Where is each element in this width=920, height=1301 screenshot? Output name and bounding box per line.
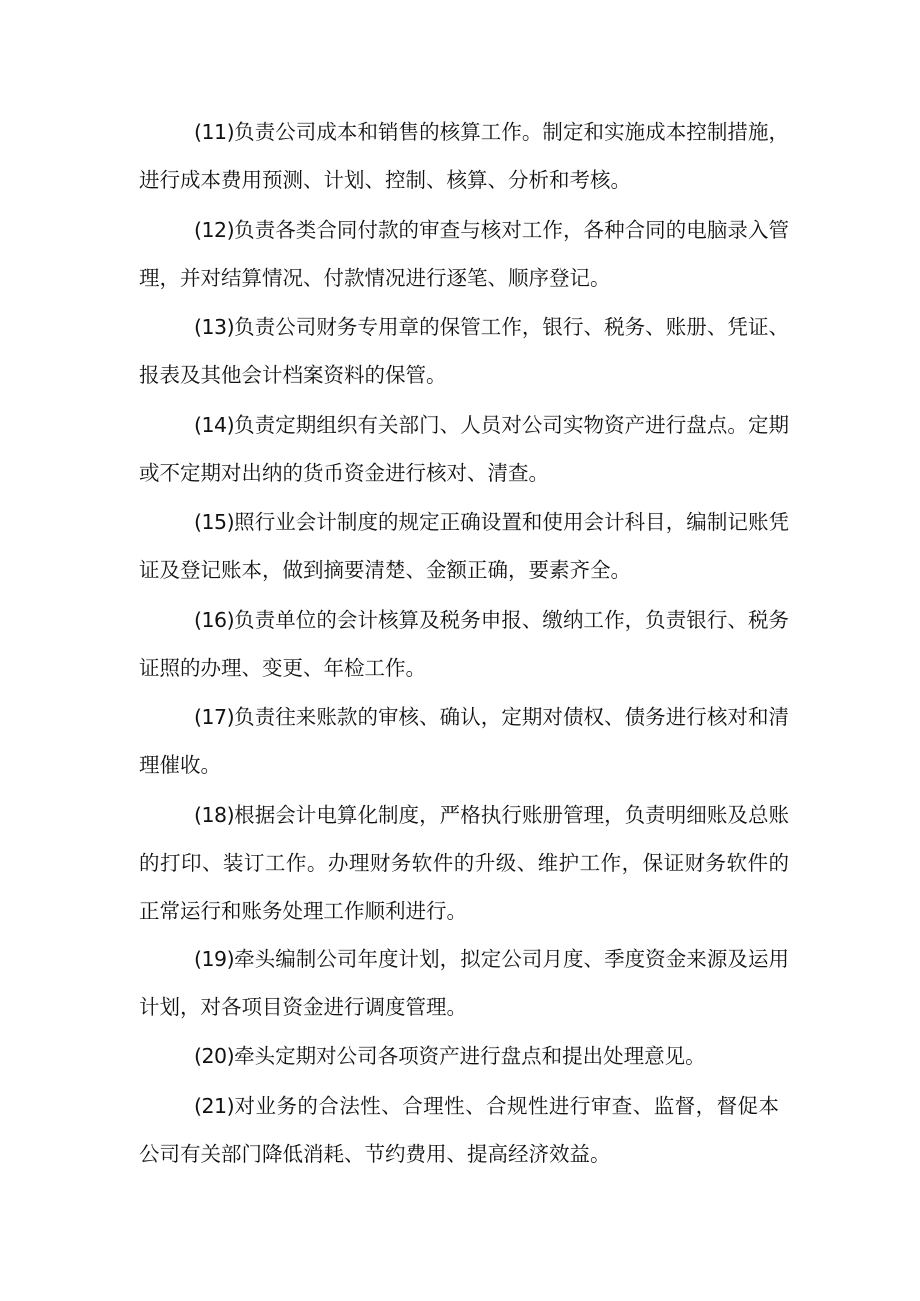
paragraph-item-20 (139, 1032, 789, 1080)
item-number: (11) (194, 120, 235, 144)
item-number: (14) (194, 413, 235, 437)
paragraph-item-11 (139, 108, 789, 204)
item-text: 照行业会计制度的规定正确设置和使用会计科目，编制记账凭证及登记账本，做到摘要清楚、金额正确，要素齐全。 (139, 510, 789, 582)
paragraph-item-18 (139, 791, 789, 935)
paragraph-item-13 (139, 303, 789, 399)
item-number: (21) (194, 1094, 235, 1118)
item-text: 根据会计电算化制度，严格执行账册管理，负责明细账及总账的打印、装订工作。办理财务软件的升级、维护工作，保证财务软件的正常运行和账务处理工作顺利进行。 (139, 803, 789, 923)
item-text: 负责公司成本和销售的核算工作。制定和实施成本控制措施，进行成本费用预测、计划、控制、核算、分析和考核。 (139, 120, 789, 192)
paragraph-item-17 (139, 693, 789, 789)
item-number: (17) (194, 705, 235, 729)
item-number: (12) (194, 218, 235, 242)
item-text: 负责往来账款的审核、确认，定期对债权、债务进行核对和清理催收。 (139, 705, 789, 777)
item-text: 牵头定期对公司各项资产进行盘点和提出处理意见。 (234, 1044, 706, 1068)
paragraph-item-14 (139, 401, 789, 497)
item-text: 牵头编制公司年度计划，拟定公司月度、季度资金来源及运用计划，对各项目资金进行调度管理。 (139, 947, 789, 1019)
item-text: 负责定期组织有关部门、人员对公司实物资产进行盘点。定期或不定期对出纳的货币资金进行核对、清查。 (139, 413, 789, 485)
item-text: 对业务的合法性、合理性、合规性进行审查、监督，督促本公司有关部门降低消耗、节约费用、提高经济效益。 (139, 1094, 779, 1166)
item-number: (20) (194, 1044, 235, 1068)
paragraph-item-16 (139, 596, 789, 692)
item-number: (18) (194, 803, 235, 827)
item-text: 负责各类合同付款的审查与核对工作，各种合同的电脑录入管理，并对结算情况、付款情况进行逐笔、顺序登记。 (139, 218, 789, 290)
paragraph-item-21 (139, 1082, 779, 1178)
paragraph-item-19 (139, 935, 789, 1031)
item-number: (16) (194, 608, 235, 632)
item-number: (15) (194, 510, 235, 534)
item-number: (19) (194, 947, 235, 971)
paragraph-item-15 (139, 498, 789, 594)
item-text: 负责公司财务专用章的保管工作，银行、税务、账册、凭证、报表及其他会计档案资料的保管。 (139, 315, 789, 387)
paragraph-item-12 (139, 206, 789, 302)
item-text: 负责单位的会计核算及税务申报、缴纳工作，负责银行、税务证照的办理、变更、年检工作。 (139, 608, 789, 680)
item-number: (13) (194, 315, 235, 339)
